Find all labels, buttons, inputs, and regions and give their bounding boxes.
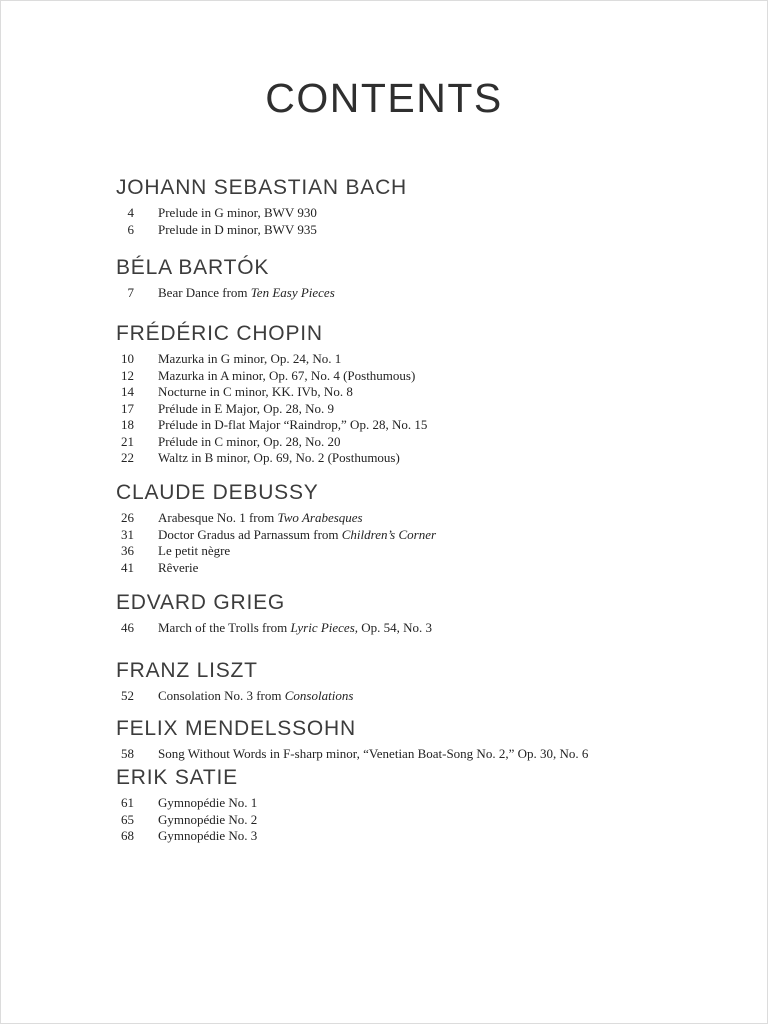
composer-section (116, 482, 737, 576)
piece-row (116, 368, 737, 385)
piece-list (116, 688, 737, 705)
piece-title: Nocturne in C minor, KK. IVb, No. 8 (158, 384, 353, 399)
piece-list (116, 795, 737, 845)
piece-row (116, 285, 737, 302)
page-title: CONTENTS (265, 75, 503, 121)
piece-title: Doctor Gradus ad Parnassum from Children’s Corner (158, 526, 437, 542)
composer-heading: JOHANN SEBASTIAN BACH (116, 176, 408, 199)
piece-row (116, 812, 737, 829)
piece-page-number: 46 (121, 620, 134, 635)
composer-heading: ERIK SATIE (116, 766, 238, 789)
piece-row (116, 510, 737, 527)
piece-page-number: 22 (121, 450, 134, 465)
piece-row (116, 384, 737, 401)
piece-row (116, 746, 737, 763)
composer-heading: EDVARD GRIEG (116, 591, 286, 614)
piece-title: Prelude in G minor, BWV 930 (158, 205, 317, 220)
piece-page-number: 65 (121, 811, 134, 827)
piece-row (116, 450, 737, 467)
piece-title: Bear Dance from Ten Easy Pieces (158, 285, 335, 300)
piece-list (116, 205, 737, 238)
piece-row (116, 620, 737, 637)
piece-list (116, 510, 737, 576)
piece-page-number: 10 (121, 351, 134, 366)
composer-section (116, 660, 737, 705)
composer-heading: FRÉDÉRIC CHOPIN (116, 322, 323, 345)
piece-row (116, 527, 737, 544)
composer-heading: FRANZ LISZT (116, 659, 258, 682)
piece-page-number: 6 (127, 221, 134, 237)
composer-section (116, 592, 737, 637)
composer-section (116, 767, 737, 845)
piece-list (116, 285, 737, 302)
piece-row (116, 543, 737, 560)
piece-page-number: 36 (121, 543, 134, 558)
piece-page-number: 14 (121, 384, 134, 399)
table-of-contents (1, 1, 767, 1023)
piece-row (116, 401, 737, 418)
piece-row (116, 560, 737, 577)
piece-page-number: 41 (121, 559, 134, 575)
piece-title: Mazurka in G minor, Op. 24, No. 1 (158, 351, 342, 366)
piece-title: Gymnopédie No. 3 (158, 828, 258, 843)
piece-page-number: 18 (121, 417, 134, 432)
composer-section (116, 177, 737, 238)
piece-row (116, 688, 737, 705)
piece-page-number: 68 (121, 828, 134, 843)
piece-title: Arabesque No. 1 from Two Arabesques (158, 510, 363, 525)
piece-list (116, 351, 737, 467)
piece-page-number: 61 (121, 795, 134, 810)
piece-title: Gymnopédie No. 1 (158, 795, 258, 810)
composer-section (116, 323, 737, 467)
piece-row (116, 828, 737, 845)
composer-section (116, 718, 737, 763)
piece-page-number: 17 (121, 400, 134, 416)
composer-heading: CLAUDE DEBUSSY (116, 481, 319, 504)
piece-title: Rêverie (158, 559, 199, 575)
piece-page-number: 12 (121, 367, 134, 383)
piece-row (116, 205, 737, 222)
piece-title: Prélude in D-flat Major “Raindrop,” Op. 28, No. 15 (158, 417, 428, 432)
piece-list (116, 746, 737, 763)
piece-title: Song Without Words in F-sharp minor, “Venetian Boat-Song No. 2,” Op. 30, No. 6 (158, 746, 589, 761)
piece-title: Prelude in D minor, BWV 935 (158, 221, 317, 237)
piece-page-number: 7 (127, 285, 134, 300)
piece-title: Prélude in E Major, Op. 28, No. 9 (158, 400, 335, 416)
piece-title: Prélude in C minor, Op. 28, No. 20 (158, 433, 341, 449)
piece-page-number: 58 (121, 746, 134, 761)
piece-page-number: 52 (121, 688, 134, 703)
piece-title: Le petit nègre (158, 543, 231, 558)
piece-page-number: 26 (121, 510, 134, 525)
piece-page-number: 21 (121, 433, 134, 449)
piece-page-number: 4 (127, 205, 134, 220)
piece-title: March of the Trolls from Lyric Pieces, Op. 54, No. 3 (158, 620, 433, 635)
piece-title: Waltz in B minor, Op. 69, No. 2 (Posthumous) (158, 450, 400, 465)
piece-row (116, 351, 737, 368)
piece-row (116, 417, 737, 434)
composer-heading: FELIX MENDELSSOHN (116, 717, 356, 740)
piece-title: Mazurka in A minor, Op. 67, No. 4 (Posthumous) (158, 367, 416, 383)
piece-list (116, 620, 737, 637)
piece-row (116, 434, 737, 451)
piece-row (116, 795, 737, 812)
piece-title: Gymnopédie No. 2 (158, 811, 258, 827)
piece-title: Consolation No. 3 from Consolations (158, 688, 354, 703)
piece-page-number: 31 (121, 526, 134, 542)
composer-section (116, 257, 737, 302)
composer-heading: BÉLA BARTÓK (116, 256, 270, 279)
piece-row (116, 222, 737, 239)
